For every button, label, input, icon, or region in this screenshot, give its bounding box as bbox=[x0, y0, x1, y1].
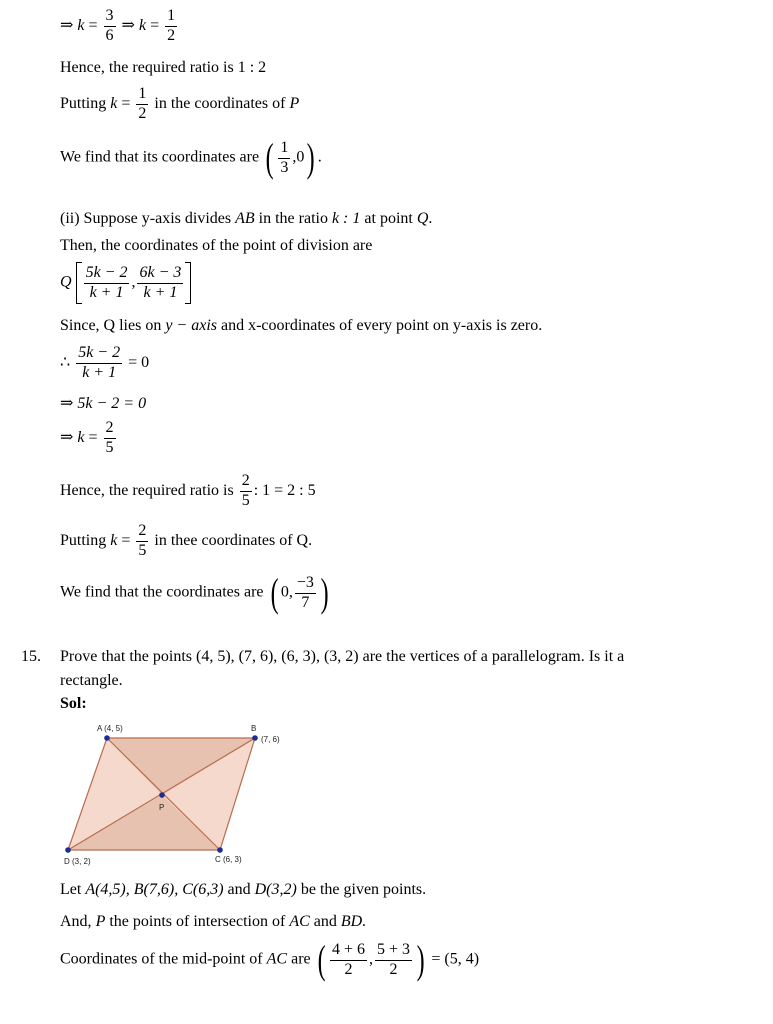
numerator: 2 bbox=[240, 473, 252, 492]
point-c bbox=[217, 847, 223, 853]
denominator: 2 bbox=[344, 960, 353, 978]
ratio-text: Hence, the required ratio is bbox=[60, 481, 234, 499]
coordinate-x: 0, bbox=[280, 583, 293, 601]
numerator: 5k − 2 bbox=[84, 265, 130, 284]
let-text: Let bbox=[60, 881, 82, 898]
point-d-text: D(3,2) bbox=[254, 881, 297, 898]
point-text: at point bbox=[364, 210, 413, 227]
variable-k: k bbox=[77, 428, 85, 446]
then-text: Then, the coordinates of the point of division are bbox=[60, 237, 373, 254]
segment-ac: AC bbox=[289, 913, 310, 930]
equals-sign: = bbox=[88, 16, 98, 34]
ratio-value: 1 : 2 bbox=[237, 59, 267, 76]
point-b bbox=[252, 735, 258, 741]
period: . bbox=[317, 148, 322, 166]
and-text: and bbox=[227, 881, 251, 898]
midpoint-result: = (5, 4) bbox=[431, 950, 480, 968]
point-p: P bbox=[289, 94, 300, 112]
implies-symbol: ⇒ bbox=[60, 428, 74, 446]
coordinate-y: ,0 bbox=[292, 148, 305, 166]
implies-symbol: ⇒ bbox=[60, 16, 74, 34]
numerator: 5k − 2 bbox=[76, 345, 122, 364]
question-text: rectangle. bbox=[60, 672, 123, 689]
ratio-text: in the ratio bbox=[258, 210, 328, 227]
therefore-symbol: ∴ bbox=[60, 353, 71, 371]
numerator: 1 bbox=[165, 8, 177, 27]
denominator: 2 bbox=[138, 104, 147, 122]
denominator: 5 bbox=[105, 438, 114, 456]
fraction-x bbox=[330, 942, 367, 979]
points-abc: A(4,5), B(7,6), C(6,3) bbox=[85, 881, 224, 898]
point-p bbox=[159, 792, 165, 798]
y-axis-term: y − axis bbox=[165, 317, 217, 334]
numerator: 4 + 6 bbox=[330, 942, 367, 961]
segment-ac: AC bbox=[266, 950, 288, 968]
coordinates-text: in the coordinates of bbox=[154, 94, 286, 112]
denominator: k + 1 bbox=[82, 363, 117, 381]
implies-symbol: ⇒ bbox=[121, 16, 135, 34]
comma: , bbox=[131, 273, 136, 291]
denominator: k + 1 bbox=[143, 283, 178, 301]
denominator: 2 bbox=[389, 960, 398, 978]
let-statement bbox=[60, 882, 426, 898]
variable-k: k bbox=[110, 94, 118, 112]
numerator: 5 + 3 bbox=[375, 942, 412, 961]
given-points-text: be the given points. bbox=[300, 881, 427, 898]
left-paren: ( bbox=[270, 570, 279, 615]
zero-text: and x-coordinates of every point on y-axis is zero. bbox=[221, 317, 543, 334]
segment-bd: BD. bbox=[340, 913, 367, 930]
coordinates-text: We find that its coordinates are bbox=[60, 148, 260, 166]
ratio-value: : 1 = 2 : 5 bbox=[253, 481, 316, 499]
numerator: 1 bbox=[278, 140, 290, 159]
fraction-y bbox=[375, 942, 412, 979]
equals-sign: = bbox=[150, 16, 160, 34]
question-text: Prove that the points (4, 5), (7, 6), (6, 3), (3, 2) are the vertices of a parallelogram. Is it a bbox=[60, 648, 625, 665]
point-q: Q bbox=[416, 210, 429, 227]
point-p-text: P bbox=[95, 913, 106, 930]
numerator: 1 bbox=[136, 86, 148, 105]
equals-sign: = bbox=[121, 531, 131, 549]
point-q: Q bbox=[60, 273, 72, 291]
denominator: 2 bbox=[167, 26, 176, 44]
denominator: k + 1 bbox=[89, 283, 124, 301]
denominator: 5 bbox=[138, 541, 147, 559]
ratio-text: Hence, the required ratio is bbox=[60, 59, 234, 76]
equals-zero: = 0 bbox=[128, 353, 150, 371]
since-text: Since, Q lies on bbox=[60, 317, 162, 334]
right-paren: ) bbox=[416, 937, 425, 982]
part-ii-text: (ii) Suppose y-axis divides bbox=[60, 210, 232, 227]
label-p: P bbox=[159, 803, 165, 812]
denominator: 3 bbox=[280, 158, 289, 176]
right-paren: ) bbox=[307, 135, 316, 180]
ratio-k-1: k : 1 bbox=[331, 210, 361, 227]
label-d: D (3, 2) bbox=[64, 857, 91, 866]
left-paren: ( bbox=[265, 135, 274, 180]
numerator: 2 bbox=[104, 420, 116, 439]
putting-text: Putting bbox=[60, 94, 107, 112]
numerator: 3 bbox=[104, 8, 116, 27]
variable-k: k bbox=[138, 16, 147, 34]
numerator: −3 bbox=[295, 575, 316, 594]
sol-text: Sol: bbox=[60, 695, 87, 712]
point-d bbox=[65, 847, 71, 853]
intersection-text: the points of intersection of bbox=[109, 913, 286, 930]
equation-text: ⇒ 5k − 2 = 0 bbox=[60, 395, 147, 412]
coordinates-text: We find that the coordinates are bbox=[60, 583, 264, 601]
equals-sign: = bbox=[121, 94, 131, 112]
variable-k: k bbox=[110, 531, 118, 549]
label-c: C (6, 3) bbox=[215, 855, 242, 864]
midpoint-ac-statement: Coordinates of the mid-point of AC are ( $\frac{4 + 6}{2}$ , $\frac{5 + 3}{2}$ ) = (5, 4) bbox=[60, 937, 480, 982]
right-paren: ) bbox=[320, 570, 329, 615]
variable-k: k bbox=[77, 16, 85, 34]
denominator: 6 bbox=[105, 26, 114, 44]
coordinates-text: in thee coordinates of Q. bbox=[154, 531, 313, 549]
and-text: and bbox=[313, 913, 337, 930]
are-text: are bbox=[291, 950, 311, 968]
question-number-text: 15. bbox=[21, 648, 41, 665]
putting-text: Putting bbox=[60, 531, 107, 549]
midpoint-text: Coordinates of the mid-point of bbox=[60, 950, 263, 968]
segment-ab: AB bbox=[235, 210, 255, 227]
equals-sign: = bbox=[88, 428, 98, 446]
numerator: 6k − 3 bbox=[137, 265, 183, 284]
and-text: And, bbox=[60, 913, 92, 930]
intersection-statement bbox=[60, 914, 366, 930]
denominator: 7 bbox=[301, 593, 310, 611]
label-a: A (4, 5) bbox=[97, 724, 123, 733]
label-b: B bbox=[251, 724, 257, 733]
left-paren: ( bbox=[317, 937, 326, 982]
denominator: 5 bbox=[241, 491, 250, 509]
period: . bbox=[428, 210, 433, 227]
label-b-coord: (7, 6) bbox=[261, 735, 280, 744]
numerator: 2 bbox=[136, 523, 148, 542]
point-a bbox=[104, 735, 110, 741]
